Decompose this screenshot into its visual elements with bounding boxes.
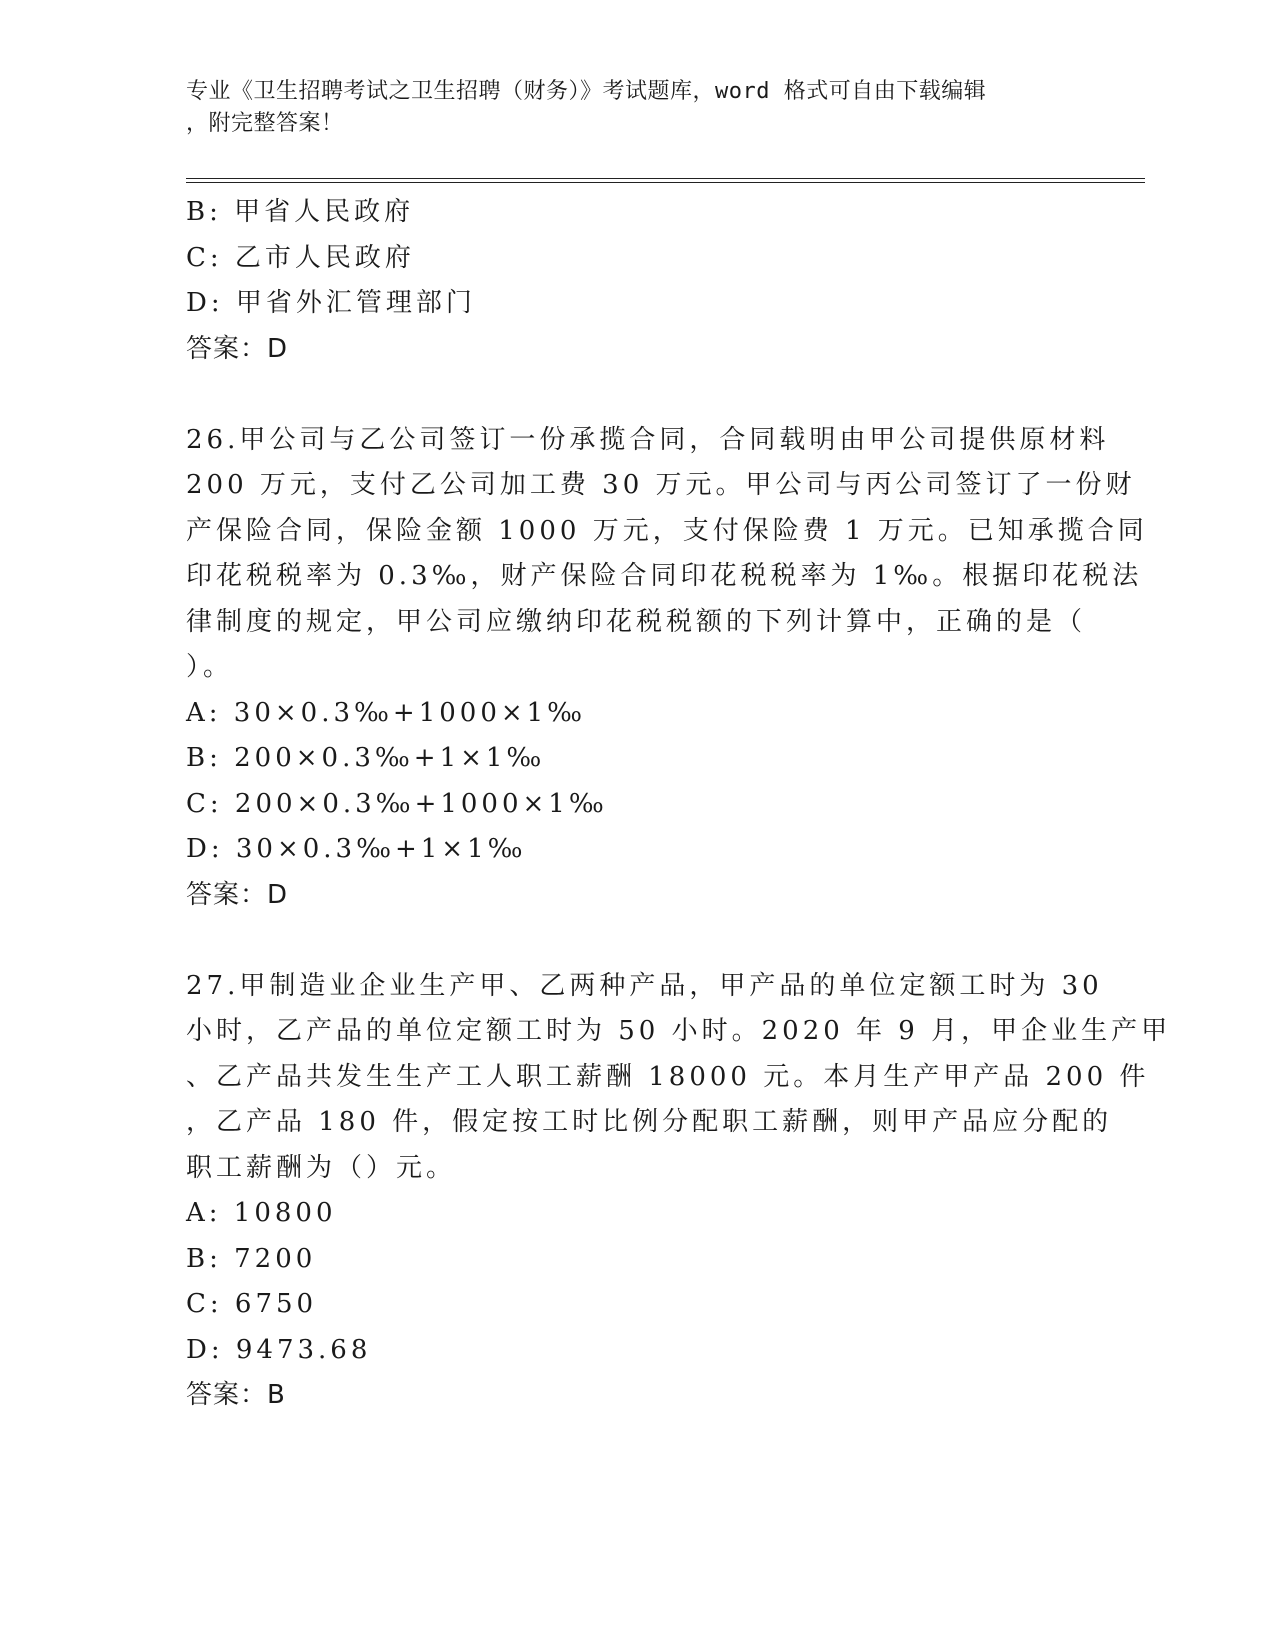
q27-option-d: D: 9473.68: [186, 1334, 372, 1365]
question-spacer: [186, 918, 1076, 964]
q26-answer: 答案：D: [186, 879, 289, 910]
header-line-2: ，附完整答案！: [186, 111, 344, 136]
document-header: [186, 76, 1066, 140]
q27-stem-line-4: ，乙产品 180 件，假定按工时比例分配职工薪酬，则甲产品应分配的: [186, 1107, 1113, 1137]
header-line-1: 专业《卫生招聘考试之卫生招聘（财务）》考试题库，word 格式可自由下载编辑: [186, 79, 987, 104]
header-divider-top: [186, 178, 1145, 179]
prev-answer: 答案：D: [186, 333, 289, 364]
q27-stem-line-1: 27.甲制造业企业生产甲、乙两种产品，甲产品的单位定额工时为 30: [186, 970, 1103, 1001]
q26-stem-line-1: 26.甲公司与乙公司签订一份承揽合同，合同载明由甲公司提供原材料: [186, 424, 1110, 455]
q26-option-b: B: 200×0.3‰+1×1‰: [186, 743, 546, 773]
q26-stem-line-4: 印花税税率为 0.3‰，财产保险合同印花税税率为 1‰。根据印花税法: [186, 561, 1143, 591]
prev-option-b: B: 甲省人民政府: [186, 197, 415, 227]
q27-option-c: C: 6750: [186, 1289, 318, 1319]
q27-option-a: A: 10800: [186, 1198, 337, 1228]
q27-stem-line-3: 、乙产品共发生生产工人职工薪酬 18000 元。本月生产甲产品 200 件: [186, 1061, 1150, 1092]
question-26: [186, 418, 1148, 919]
header-divider-bottom: [186, 182, 1145, 183]
prev-option-c: C: 乙市人民政府: [186, 242, 415, 273]
q26-option-c: C: 200×0.3‰+1000×1‰: [186, 788, 608, 819]
question-27: [186, 964, 1172, 1419]
q26-option-d: D: 30×0.3‰+1×1‰: [186, 834, 527, 864]
prev-option-d: D: 甲省外汇管理部门: [186, 288, 476, 318]
q26-stem-line-2: 200 万元，支付乙公司加工费 30 万元。甲公司与丙公司签订了一份财: [186, 470, 1136, 500]
question-spacer: [186, 372, 1076, 418]
q27-stem-line-5: 职工薪酬为（）元。: [186, 1152, 457, 1183]
q27-stem-line-2: 小时，乙产品的单位定额工时为 50 小时。2020 年 9 月，甲企业生产甲: [186, 1016, 1172, 1046]
q26-option-a: A: 30×0.3‰+1000×1‰: [186, 697, 587, 728]
q26-stem-line-3: 产保险合同，保险金额 1000 万元，支付保险费 1 万元。已知承揽合同: [186, 515, 1148, 546]
document-body: [186, 190, 1172, 1419]
prev-question: [186, 190, 1076, 372]
q27-answer: 答案：B: [186, 1380, 286, 1410]
q27-option-b: B: 7200: [186, 1243, 317, 1274]
q26-stem-line-5: 律制度的规定，甲公司应缴纳印花税税额的下列计算中，正确的是（: [186, 606, 1087, 637]
q26-stem-line-6: ）。: [186, 652, 234, 682]
